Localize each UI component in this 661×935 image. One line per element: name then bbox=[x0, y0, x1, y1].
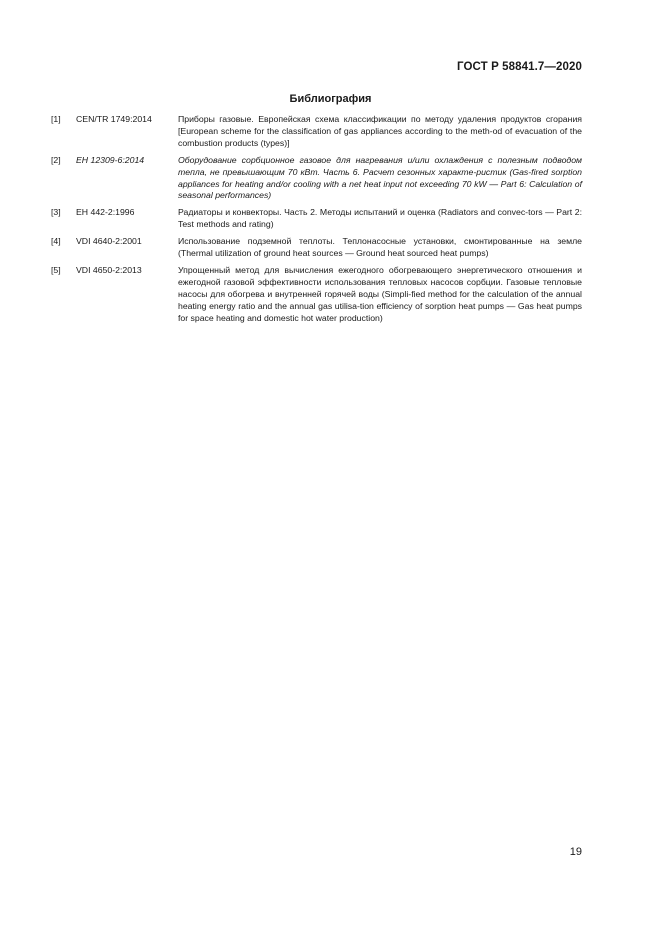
entry-text: Оборудование сорбционное газовое для нагревания и/или охлаждения с полезным подводом тепла, не превышающим 70 кВт. Часть 6. Расчет сезонных характе-ристик (Gas-fired sorption appliances for heating and/or cooling with a net heat input not exceeding 70 kW — Part 6: Calculation of seasonal performances) bbox=[178, 154, 582, 201]
entry-text: Упрощенный метод для вычисления ежегодного обогревающего энергетического отношения и ежегодной газовой эффективности использования тепловых насосов сорбции. Газовые тепловые насосы для обогрева и внутренней горячей воды (Simpli-fied method for the calculation of the annual heating energy ratio and the annual gas utilisa-tion efficiency of sorption heat pumps — Gas heat pumps for space heating and domestic hot water production) bbox=[178, 264, 582, 323]
bibliography-entry bbox=[51, 265, 582, 325]
entry-number: [3] bbox=[51, 207, 61, 218]
page-number: 19 bbox=[569, 846, 582, 858]
entry-code: ЕН 442-2:1996 bbox=[76, 207, 135, 218]
bibliography-entry bbox=[51, 236, 582, 260]
entry-text: Приборы газовые. Европейская схема классификации по методу удаления продуктов сгорания [European scheme for the classification of gas appliances according to the meth-od of evacuation of the combustion products (types)] bbox=[178, 114, 582, 148]
entry-number: [1] bbox=[51, 114, 61, 124]
entry-text: Использование подземной теплоты. Теплонасосные установки, смонтированные на земле (Thermal utilization of ground heat sources — Ground heat sourced heat pumps) bbox=[178, 236, 582, 259]
entry-code: VDI 4650-2:2013 bbox=[76, 264, 142, 275]
bibliography-list bbox=[51, 114, 582, 330]
entry-number: [4] bbox=[51, 236, 61, 247]
entry-number: [2] bbox=[51, 154, 61, 165]
bibliography-entry bbox=[51, 155, 582, 203]
bibliography-entry bbox=[51, 114, 582, 150]
document-header: ГОСТ Р 58841.7—2020 bbox=[457, 61, 582, 73]
entry-code: ЕН 12309-6:2014 bbox=[76, 154, 145, 165]
entry-text: Радиаторы и конвекторы. Часть 2. Методы испытаний и оценка (Radiators and convec-tors — Part 2: Test methods and rating) bbox=[178, 207, 582, 230]
entry-number: [5] bbox=[51, 264, 61, 275]
entry-code: VDI 4640-2:2001 bbox=[76, 236, 142, 247]
page-title: Библиография bbox=[289, 93, 372, 105]
bibliography-entry bbox=[51, 207, 582, 231]
entry-code: CEN/TR 1749:2014 bbox=[76, 114, 152, 124]
